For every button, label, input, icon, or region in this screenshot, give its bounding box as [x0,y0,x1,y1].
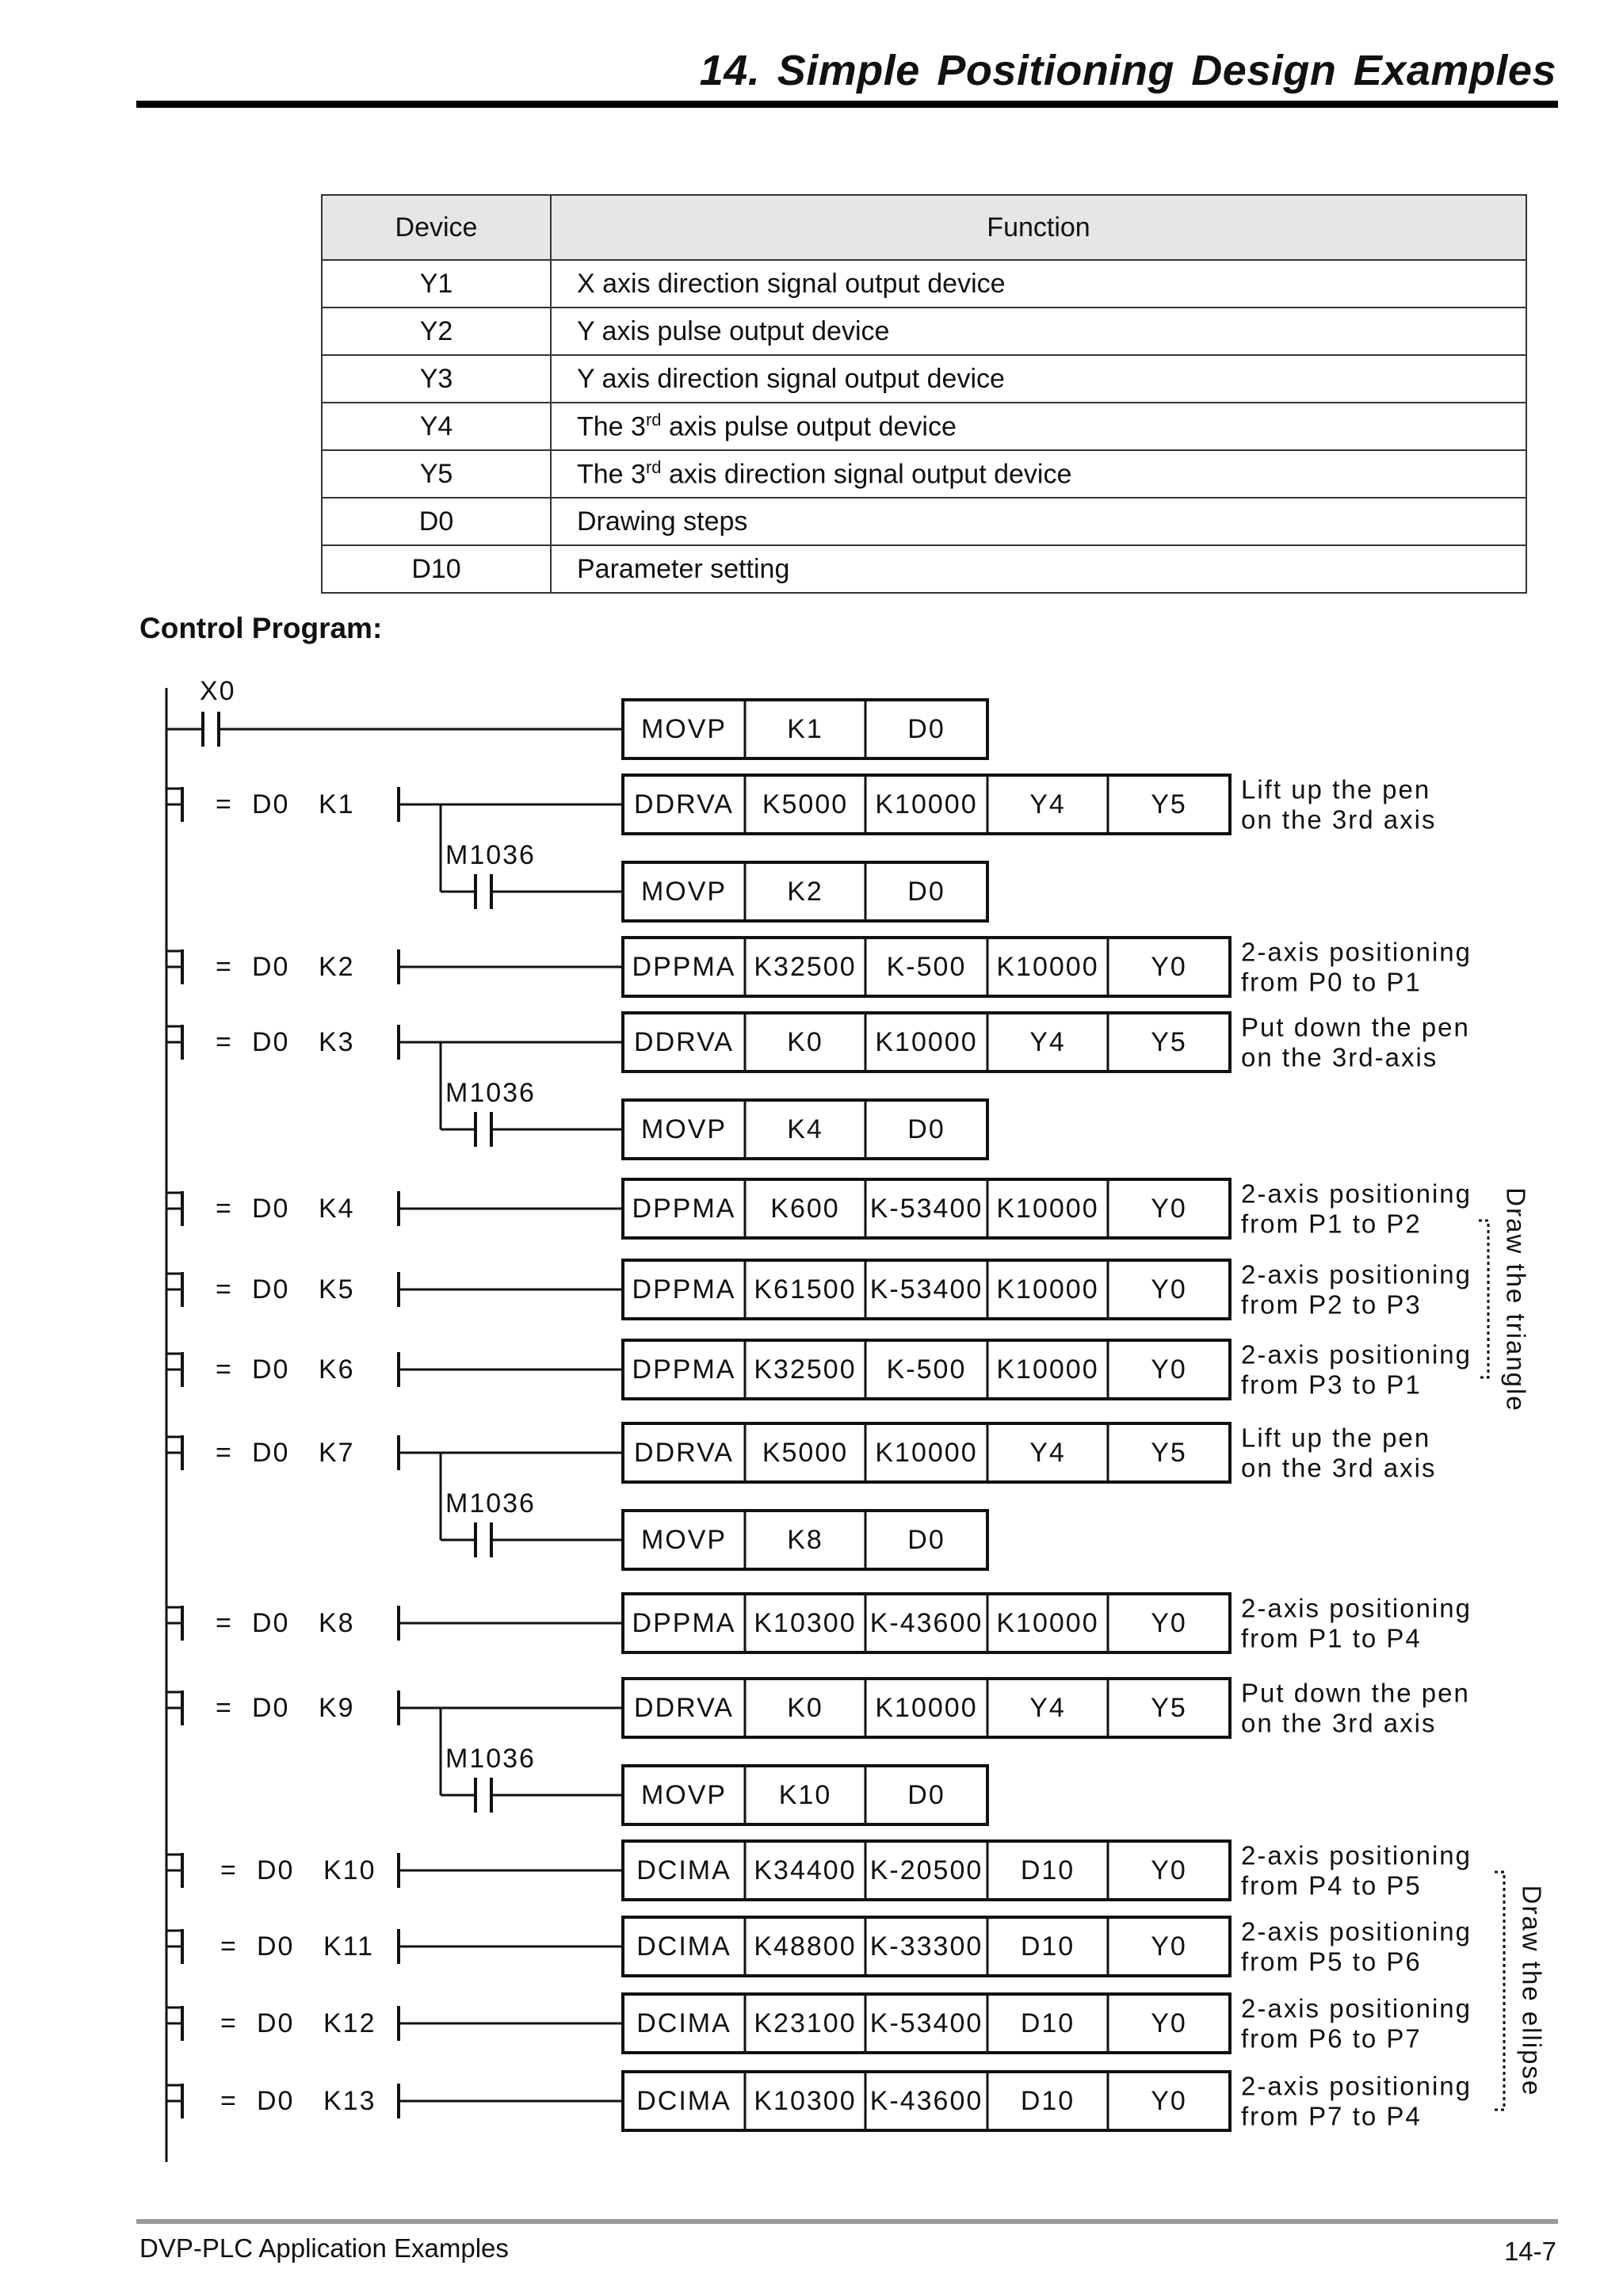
function-cell: X axis direction signal output device [551,260,1526,308]
function-cell: Y axis direction signal output device [551,355,1526,403]
rung-comment: 2-axis positioning [1241,1916,1472,1946]
compare-operand: K12 [323,2008,376,2038]
instruction-mnemonic: DPPMA [632,1274,736,1305]
compare-operand: K11 [323,1931,374,1962]
device-cell: Y4 [322,403,551,450]
instruction-operand: D10 [1020,2008,1075,2038]
instruction-operand: Y5 [1151,789,1187,819]
compare-operator: = [216,1437,233,1468]
contact-label: M1036 [445,1743,536,1774]
rung-comment: on the 3rd axis [1241,1708,1437,1738]
rung-comment: from P4 to P5 [1241,1870,1422,1901]
device-cell: Y3 [322,355,551,403]
function-cell: Drawing steps [551,498,1526,545]
group-label-ellipse: Draw the ellipse [1517,1885,1547,2097]
rung-comment: 2-axis positioning [1241,2071,1472,2101]
rung-comment: 2-axis positioning [1241,937,1472,967]
control-program-label: Control Program: [139,612,383,644]
rung-comment: from P3 to P1 [1241,1370,1422,1400]
instruction-mnemonic: DPPMA [632,1607,736,1638]
instruction-operand: D10 [1020,1931,1075,1962]
compare-operand: D0 [252,1274,290,1305]
rung-comment: from P1 to P2 [1241,1209,1422,1239]
device-column-header: Device [322,195,551,260]
instruction-mnemonic: DCIMA [636,1931,731,1962]
instruction-operand: K10000 [996,1354,1099,1385]
instruction-operand: Y5 [1151,1026,1187,1057]
instruction-operand: K10000 [875,1692,978,1723]
instruction-mnemonic: DCIMA [636,2085,731,2116]
rung-comment: from P2 to P3 [1241,1289,1422,1320]
instruction-operand: K61500 [754,1274,857,1305]
device-cell: Y5 [322,450,551,498]
instruction-operand: K10300 [754,1607,857,1638]
instruction-operand: K10000 [875,1437,978,1468]
instruction-operand: K10000 [875,789,978,819]
device-cell: Y2 [322,308,551,355]
compare-operand: D0 [257,2085,295,2116]
instruction-operand: K23100 [754,2008,857,2038]
instruction-operand: Y0 [1151,2008,1187,2038]
compare-operator: = [220,2085,238,2116]
compare-operator: = [216,1607,233,1638]
compare-operand: D0 [252,1692,290,1723]
contact-label: M1036 [445,839,536,870]
instruction-operand: K4 [787,1114,823,1144]
group-bracket [1479,1221,1488,1377]
compare-operand: K10 [323,1855,376,1885]
footer-left: DVP-PLC Application Examples [139,2233,509,2263]
compare-operand: K7 [319,1437,355,1468]
instruction-operand: D10 [1020,2085,1075,2116]
ordinal-suffix: rd [645,410,662,430]
rung-comment: Lift up the pen [1241,774,1431,804]
instruction-operand: K0 [787,1692,823,1723]
compare-operand: D0 [252,1354,290,1385]
instruction-mnemonic: DPPMA [632,1354,736,1385]
instruction-operand: Y4 [1029,789,1066,819]
rung-comment: 2-axis positioning [1241,1339,1472,1370]
contact-label: M1036 [445,1077,536,1108]
compare-operator: = [216,1274,233,1305]
compare-operator: = [216,789,233,819]
instruction-mnemonic: DDRVA [634,789,734,819]
instruction-operand: K-500 [886,1354,967,1385]
compare-operand: K6 [319,1354,355,1385]
instruction-operand: K-53400 [869,2008,983,2038]
instruction-operand: K600 [770,1193,840,1224]
instruction-mnemonic: DPPMA [632,951,736,982]
instruction-mnemonic: MOVP [640,1524,727,1555]
ordinal-suffix: rd [645,457,662,478]
instruction-operand: D0 [907,1114,945,1144]
instruction-operand: Y0 [1151,1354,1187,1385]
rung-comment: 2-axis positioning [1241,1840,1472,1870]
rung-comment: Lift up the pen [1241,1423,1431,1453]
instruction-operand: K-43600 [869,2085,983,2116]
compare-operator: = [216,1193,233,1224]
instruction-operand: K2 [787,876,823,907]
compare-operand: D0 [252,1437,290,1468]
instruction-operand: K8 [787,1524,823,1555]
rung-comment: on the 3rd-axis [1241,1042,1438,1072]
instruction-operand: K10000 [996,1193,1099,1224]
compare-operator: = [220,2008,238,2038]
instruction-mnemonic: MOVP [640,1114,727,1144]
compare-operand: D0 [252,1607,290,1638]
device-cell: D10 [322,545,551,593]
instruction-operand: K10000 [875,1026,978,1057]
instruction-operand: K10 [778,1779,832,1810]
footer-rule [136,2219,1558,2224]
instruction-operand: K34400 [754,1855,857,1885]
instruction-operand: D0 [907,1524,945,1555]
instruction-operand: K-53400 [869,1193,983,1224]
instruction-operand: Y0 [1151,1607,1187,1638]
compare-operator: = [220,1855,238,1885]
instruction-operand: K32500 [754,1354,857,1385]
rung-comment: from P1 to P4 [1241,1623,1422,1653]
rung-comment: from P5 to P6 [1241,1946,1422,1977]
instruction-mnemonic: DPPMA [632,1193,736,1224]
compare-operand: K2 [319,951,355,982]
instruction-operand: Y4 [1029,1692,1066,1723]
rung-comment: on the 3rd axis [1241,804,1437,835]
rung-comment: from P7 to P4 [1241,2101,1422,2131]
instruction-mnemonic: MOVP [640,876,727,907]
function-cell: Y axis pulse output device [551,308,1526,355]
instruction-operand: K-43600 [869,1607,983,1638]
page-title: 14. Simple Positioning Design Examples [699,47,1556,94]
rung-comment: 2-axis positioning [1241,1593,1472,1623]
instruction-operand: K5000 [762,1437,849,1468]
instruction-operand: K10300 [754,2085,857,2116]
instruction-operand: Y5 [1151,1692,1187,1723]
instruction-mnemonic: DDRVA [634,1437,734,1468]
instruction-operand: K10000 [996,951,1099,982]
instruction-operand: D10 [1020,1855,1075,1885]
compare-operand: D0 [252,1193,290,1224]
compare-operator: = [220,1931,238,1962]
compare-operator: = [216,1692,233,1723]
rung-comment: on the 3rd axis [1241,1453,1437,1483]
compare-operand: D0 [257,2008,295,2038]
instruction-operand: Y0 [1151,1193,1187,1224]
instruction-mnemonic: MOVP [640,1779,727,1810]
instruction-operand: K-500 [886,951,967,982]
instruction-operand: K48800 [754,1931,857,1962]
instruction-operand: K-20500 [869,1855,983,1885]
compare-operand: K9 [319,1692,355,1723]
rung-comment: Put down the pen [1241,1012,1470,1042]
compare-operand: K1 [319,789,355,819]
rung-comment: from P0 to P1 [1241,967,1422,997]
instruction-mnemonic: DDRVA [634,1692,734,1723]
instruction-operand: Y4 [1029,1026,1066,1057]
page-number: 14-7 [1503,2237,1556,2266]
rung-comment: 2-axis positioning [1241,1993,1472,2023]
compare-operand: K8 [319,1607,355,1638]
instruction-operand: Y0 [1151,2085,1187,2116]
instruction-operand: Y0 [1151,1274,1187,1305]
rung-comment: 2-axis positioning [1241,1179,1472,1209]
compare-operand: D0 [252,951,290,982]
instruction-operand: K5000 [762,789,849,819]
instruction-operand: Y4 [1029,1437,1066,1468]
instruction-operand: K1 [787,713,823,744]
compare-operand: D0 [257,1931,295,1962]
compare-operator: = [216,1026,233,1057]
instruction-operand: Y0 [1151,951,1187,982]
compare-operand: D0 [257,1855,295,1885]
function-cell: The 3rd axis direction signal output device [551,450,1526,498]
rung-comment: Put down the pen [1241,1678,1470,1708]
compare-operator: = [216,1354,233,1385]
group-label-triangle: Draw the triangle [1501,1187,1531,1412]
instruction-operand: K-53400 [869,1274,983,1305]
instruction-operand: K10000 [996,1607,1099,1638]
instruction-operand: D0 [907,713,945,744]
function-cell: Parameter setting [551,545,1526,593]
device-cell: Y1 [322,260,551,308]
function-cell: The 3rd axis pulse output device [551,403,1526,450]
compare-operand: K5 [319,1274,355,1305]
compare-operand: K13 [323,2085,376,2116]
instruction-operand: K-33300 [869,1931,983,1962]
instruction-operand: Y5 [1151,1437,1187,1468]
compare-operand: D0 [252,789,290,819]
instruction-operand: D0 [907,1779,945,1810]
rung-comment: 2-axis positioning [1241,1259,1472,1289]
instruction-operand: Y0 [1151,1855,1187,1885]
instruction-operand: D0 [907,876,945,907]
function-column-header: Function [551,195,1526,260]
instruction-mnemonic: DCIMA [636,2008,731,2038]
contact-label: M1036 [445,1488,536,1519]
compare-operand: K4 [319,1193,355,1224]
compare-operand: D0 [252,1026,290,1057]
instruction-mnemonic: MOVP [640,713,727,744]
compare-operator: = [216,951,233,982]
contact-label: X0 [200,675,236,706]
instruction-operand: K32500 [754,951,857,982]
device-cell: D0 [322,498,551,545]
instruction-operand: K10000 [996,1274,1099,1305]
instruction-operand: Y0 [1151,1931,1187,1962]
instruction-operand: K0 [787,1026,823,1057]
instruction-mnemonic: DCIMA [636,1855,731,1885]
group-bracket [1495,1872,1504,2110]
instruction-mnemonic: DDRVA [634,1026,734,1057]
compare-operand: K3 [319,1026,355,1057]
rung-comment: from P6 to P7 [1241,2023,1422,2053]
